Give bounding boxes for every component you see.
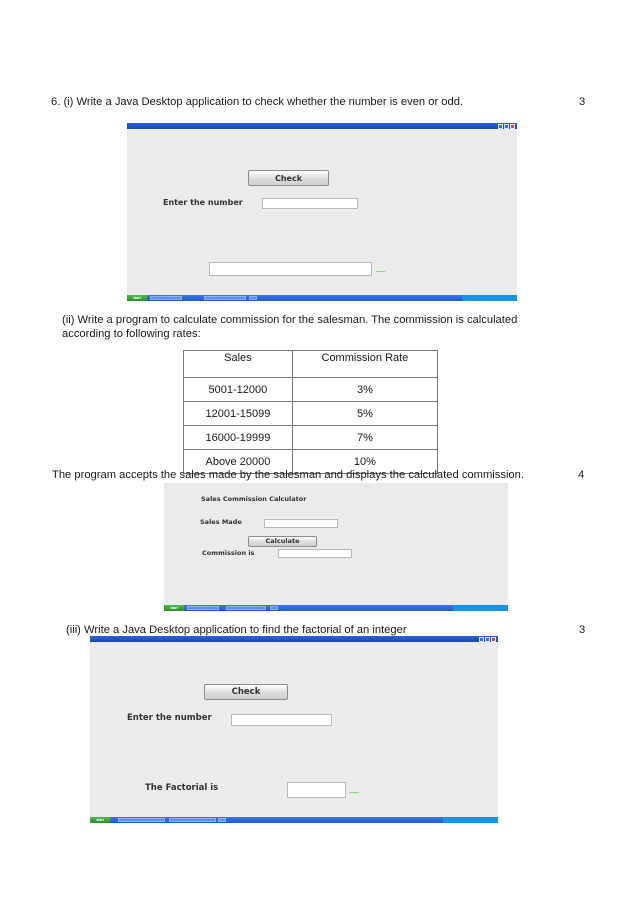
question-2-text-line-2: according to following rates: — [62, 328, 201, 340]
maximize-icon[interactable] — [504, 124, 509, 129]
maximize-icon[interactable] — [485, 637, 490, 642]
factorial-output[interactable] — [287, 782, 346, 798]
window-heading: Sales Commission Calculator — [201, 495, 307, 503]
minimize-icon[interactable] — [498, 124, 503, 129]
factorial-result-label: The Factorial is — [145, 783, 219, 793]
table-row — [184, 378, 438, 402]
system-tray — [443, 817, 498, 823]
question-1-text: 6. (i) Write a Java Desktop application to check whether the number is even or odd. — [51, 96, 464, 108]
enter-number-label: Enter the number — [127, 713, 212, 723]
table-row — [184, 402, 438, 426]
taskbar-item[interactable] — [118, 818, 165, 822]
question-2-text-line-1: (ii) Write a program to calculate commission for the salesman. The commission is calculated — [62, 314, 518, 326]
sales-cell: Above 20000 — [184, 450, 293, 474]
close-icon[interactable] — [491, 637, 496, 642]
sales-made-label: Sales Made — [200, 518, 242, 526]
rate-cell: 3% — [292, 378, 437, 402]
question-1-marks: 3 — [579, 96, 586, 108]
taskbar — [127, 295, 517, 301]
result-field[interactable] — [209, 262, 372, 276]
rate-cell: 7% — [292, 426, 437, 450]
screenshot-window-factorial — [90, 636, 498, 823]
taskbar-item[interactable] — [204, 296, 246, 300]
enter-number-label: Enter the number — [163, 198, 243, 207]
start-button[interactable]: start — [127, 295, 147, 301]
status-indicator — [349, 792, 359, 793]
rate-cell: 10% — [292, 450, 437, 474]
check-button[interactable]: Check — [248, 170, 329, 186]
rate-cell: 5% — [292, 402, 437, 426]
table-row — [184, 426, 438, 450]
sales-cell: 5001-12000 — [184, 378, 293, 402]
question-3-marks: 3 — [579, 624, 586, 636]
screenshot-window-even-odd — [127, 123, 517, 301]
column-header-commission-rate: Commission Rate — [292, 351, 437, 378]
commission-is-label: Commission is — [202, 549, 255, 557]
taskbar-item[interactable] — [226, 606, 266, 610]
close-icon[interactable] — [510, 124, 515, 129]
system-tray — [453, 605, 508, 611]
start-button[interactable]: start — [90, 817, 110, 823]
taskbar-item[interactable] — [187, 606, 219, 610]
question-2-text-after: The program accepts the sales made by the salesman and displays the calculated commission. — [52, 469, 524, 481]
window-titlebar — [90, 636, 498, 642]
taskbar-item[interactable] — [169, 818, 216, 822]
calculate-button[interactable]: Calculate — [248, 536, 317, 547]
table-header-row — [184, 351, 438, 378]
number-input[interactable] — [262, 198, 358, 209]
question-3-text: (iii) Write a Java Desktop application to find the factorial of an integer — [66, 624, 407, 636]
check-button[interactable]: Check — [204, 684, 288, 700]
question-2-marks: 4 — [578, 469, 585, 481]
window-titlebar — [127, 123, 517, 129]
taskbar-item[interactable] — [150, 296, 182, 300]
taskbar-item[interactable] — [218, 818, 226, 822]
minimize-icon[interactable] — [479, 637, 484, 642]
sales-cell: 16000-19999 — [184, 426, 293, 450]
sales-input[interactable] — [264, 519, 338, 528]
column-header-sales: Sales — [184, 351, 293, 378]
start-button[interactable]: start — [164, 605, 184, 611]
screenshot-window-commission — [164, 483, 508, 611]
taskbar-item[interactable] — [249, 296, 257, 300]
commission-output[interactable] — [278, 549, 352, 558]
sales-cell: 12001-15099 — [184, 402, 293, 426]
taskbar — [90, 817, 498, 823]
system-tray — [462, 295, 517, 301]
status-indicator — [376, 271, 385, 272]
commission-rates-table — [183, 350, 438, 474]
taskbar — [164, 605, 508, 611]
taskbar-item[interactable] — [270, 606, 278, 610]
number-input[interactable] — [231, 714, 332, 726]
